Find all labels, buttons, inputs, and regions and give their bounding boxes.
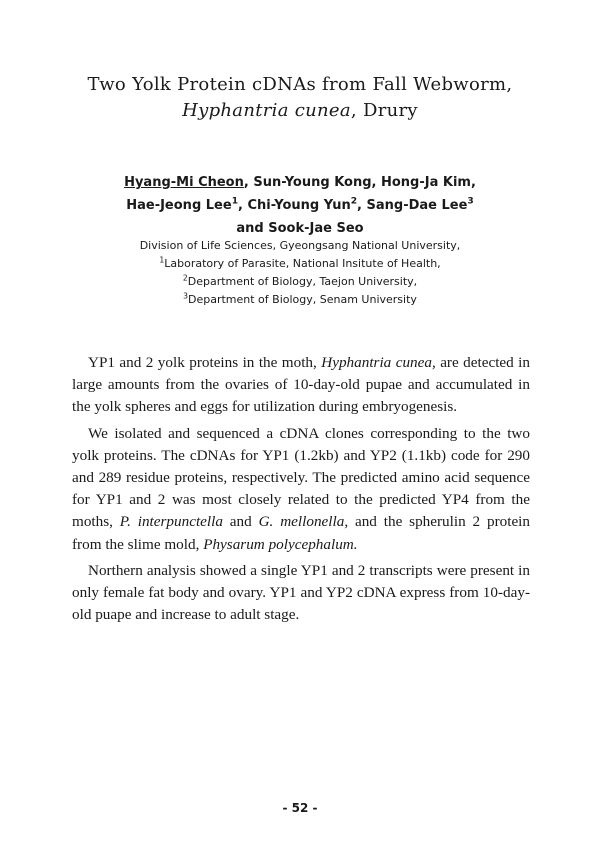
- title-line-2: [0, 98, 600, 124]
- presenting-author: Hyang-Mi Cheon: [124, 175, 244, 190]
- affiliation-2-text: Department of Biology, Taejon University,: [187, 275, 418, 288]
- abstract-text: YP1 and 2 yolk proteins in the moth,: [88, 354, 322, 371]
- author-line-3: and Sook-Jae Seo: [236, 221, 364, 236]
- affiliation-1: [0, 255, 600, 273]
- affiliation-sup-1: 1: [159, 255, 165, 265]
- author-names-1: , Sun-Young Kong, Hong-Ja Kim,: [243, 175, 476, 190]
- title-line-1: Two Yolk Protein cDNAs from Fall Webworm,: [87, 74, 513, 95]
- affiliation-3: [0, 291, 600, 309]
- affiliation-list: [0, 237, 600, 309]
- abstract-paragraph-1: [72, 352, 530, 419]
- title-author-name: , Drury: [350, 100, 418, 121]
- author-line-2: [0, 194, 600, 217]
- affiliation-2: [0, 273, 600, 291]
- species-name: P. interpunctella: [119, 513, 223, 531]
- author-sup-3: 3: [467, 196, 474, 207]
- author-sup-1: 1: [231, 196, 239, 207]
- author-line-1: [0, 171, 600, 194]
- author-name-yun: , Chi-Young Yun: [238, 198, 351, 213]
- abstract-text: and: [222, 513, 259, 531]
- author-sup-2: 2: [350, 196, 358, 207]
- affiliation-sup-2: 2: [182, 273, 188, 283]
- author-name-sdlee: , Sang-Dae Lee: [357, 198, 468, 213]
- abstract-paragraph-2: [72, 423, 530, 556]
- affiliation-sup-3: 3: [183, 291, 188, 301]
- author-name-lee: Hae-Jeong Lee: [126, 198, 232, 213]
- affiliation-1-text: Laboratory of Parasite, National Insitute of Health,: [164, 257, 441, 270]
- paper-title: [0, 72, 600, 124]
- affiliation-main: Division of Life Sciences, Gyeongsang National University,: [139, 239, 461, 252]
- abstract-text: We isolated and sequenced a cDNA clones corresponding to the two yolk proteins. The cDNAs for YP1 (1.2kb) and YP2 (1.1kb) code for 290 and 289 residue proteins, respectively. The predicted amino acid sequence for YP1 and 2 was most closely related to the predicted YP4 from the moths,: [72, 424, 530, 531]
- abstract-body: [72, 352, 530, 630]
- abstract-text: are detected in large amounts from the ovaries of 10-day-old pupae and accumulated in the yolk spheres and eggs for utilization during embryogenesis.: [72, 354, 530, 416]
- abstract-text: and the spherulin 2 protein from the slime mold,: [72, 513, 530, 553]
- title-species: Hyphantria cunea: [182, 100, 351, 121]
- affiliation-3-text: Department of Biology, Senam University: [187, 293, 417, 306]
- author-list: [0, 171, 600, 240]
- species-name: Hyphantria cunea,: [321, 354, 436, 371]
- species-name: G. mellonella,: [258, 513, 349, 531]
- species-name: Physarum polycephalum.: [203, 535, 358, 553]
- abstract-paragraph-3: Northern analysis showed a single YP1 and 2 transcripts were present in only female fat body and ovary. YP1 and YP2 cDNA express from 10-day-old puape and increase to adult stage.: [72, 561, 530, 624]
- page-number: - 52 -: [282, 801, 318, 815]
